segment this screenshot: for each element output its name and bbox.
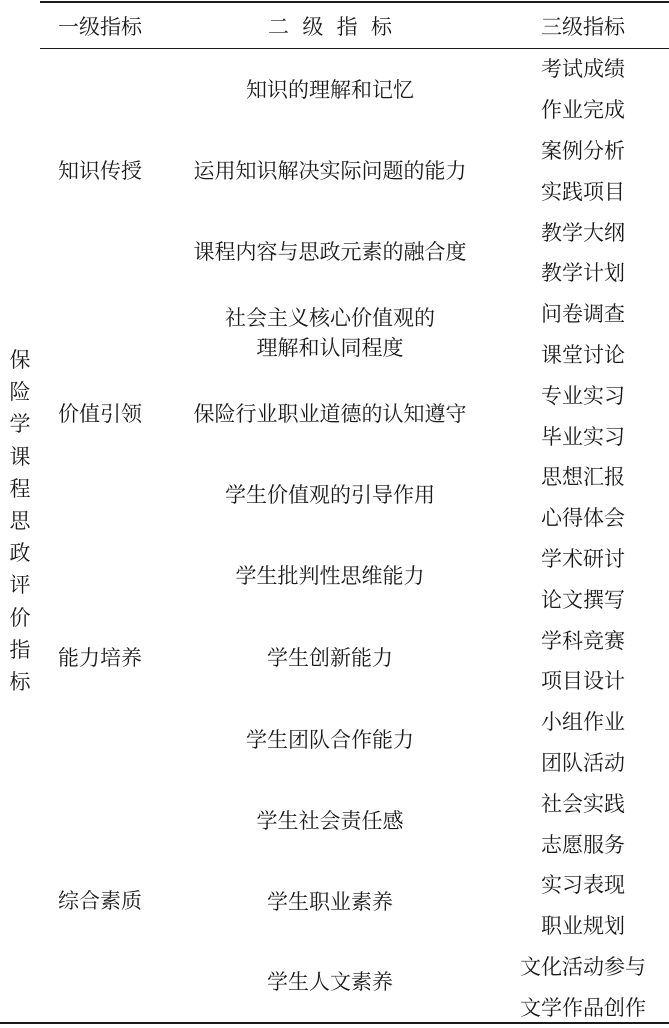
level3-item: 项目设计 [541,669,625,694]
level2-item: 学生社会责任感 [256,808,404,833]
level2-item: 学生职业素养 [267,889,393,914]
level3-item: 实习表现 [541,873,625,898]
level2-item: 学生创新能力 [267,646,393,670]
header-level3: 三级指标 [541,15,625,39]
level2-line: 理解和认同程度 [256,335,404,360]
level3-item: 文学作品创作 [520,995,646,1020]
level2-item: 运用知识解决实际问题的能力 [193,158,467,183]
level3-item: 问卷调查 [541,302,625,327]
level3-list [504,48,662,1028]
level1-values: 价值引领 [58,401,142,426]
level3-item: 毕业实习 [541,424,625,449]
root-indicator-label [0,344,40,698]
level3-item: 团队活动 [541,750,625,775]
root-label-char: 指 [9,637,31,662]
top-rule [40,1,669,3]
level2-item: 课程内容与思政元素的融合度 [193,239,467,264]
level3-item: 论文撰写 [541,587,625,612]
level3-item: 实践项目 [541,179,625,204]
header-level2: 二 级 指 标 [267,15,393,39]
level3-item: 心得体会 [541,506,625,531]
level1-ability: 能力培养 [58,645,142,670]
level1-quality: 综合素质 [58,889,142,913]
root-label-char: 政 [9,541,31,566]
level3-item: 志愿服务 [541,832,625,857]
root-label-char: 保 [9,347,31,372]
level3-item: 学术研讨 [541,546,625,571]
header-level1: 一级指标 [58,15,142,39]
level3-item: 案例分析 [541,138,625,163]
root-label-char: 课 [9,444,31,469]
level1-knowledge: 知识传授 [58,158,142,183]
root-label-char: 思 [9,508,31,533]
root-label-char: 学 [9,412,31,437]
level3-item: 专业实习 [541,383,625,408]
level2-item: 学生价值观的引导作用 [225,482,435,507]
root-label-char: 程 [9,476,31,501]
level3-item: 作业完成 [541,98,625,123]
level2-line: 社会主义核心价值观的 [225,305,435,330]
level3-item: 文化活动参与 [520,954,646,979]
level3-item: 教学大纲 [541,220,625,245]
level3-item: 学科竞赛 [541,628,625,653]
level2-item [164,292,496,373]
root-label-char: 评 [9,573,31,598]
level3-item: 课堂讨论 [541,342,625,367]
level3-item: 教学计划 [541,261,625,286]
level3-item: 职业规划 [541,914,625,939]
level2-item: 知识的理解和记忆 [246,77,414,102]
root-label-char: 险 [9,380,31,405]
level3-item: 考试成绩 [541,57,625,82]
level2-item: 学生团队合作能力 [246,727,414,752]
level2-item: 学生批判性思维能力 [235,564,425,588]
level3-item: 小组作业 [541,710,625,735]
level3-item: 思想汇报 [541,465,625,490]
level3-item: 社会实践 [541,791,625,816]
root-label-char: 标 [9,669,31,694]
root-label-char: 价 [9,605,31,630]
level2-item: 学生人文素养 [267,970,393,994]
level2-item: 保险行业职业道德的认知遵守 [193,401,467,426]
